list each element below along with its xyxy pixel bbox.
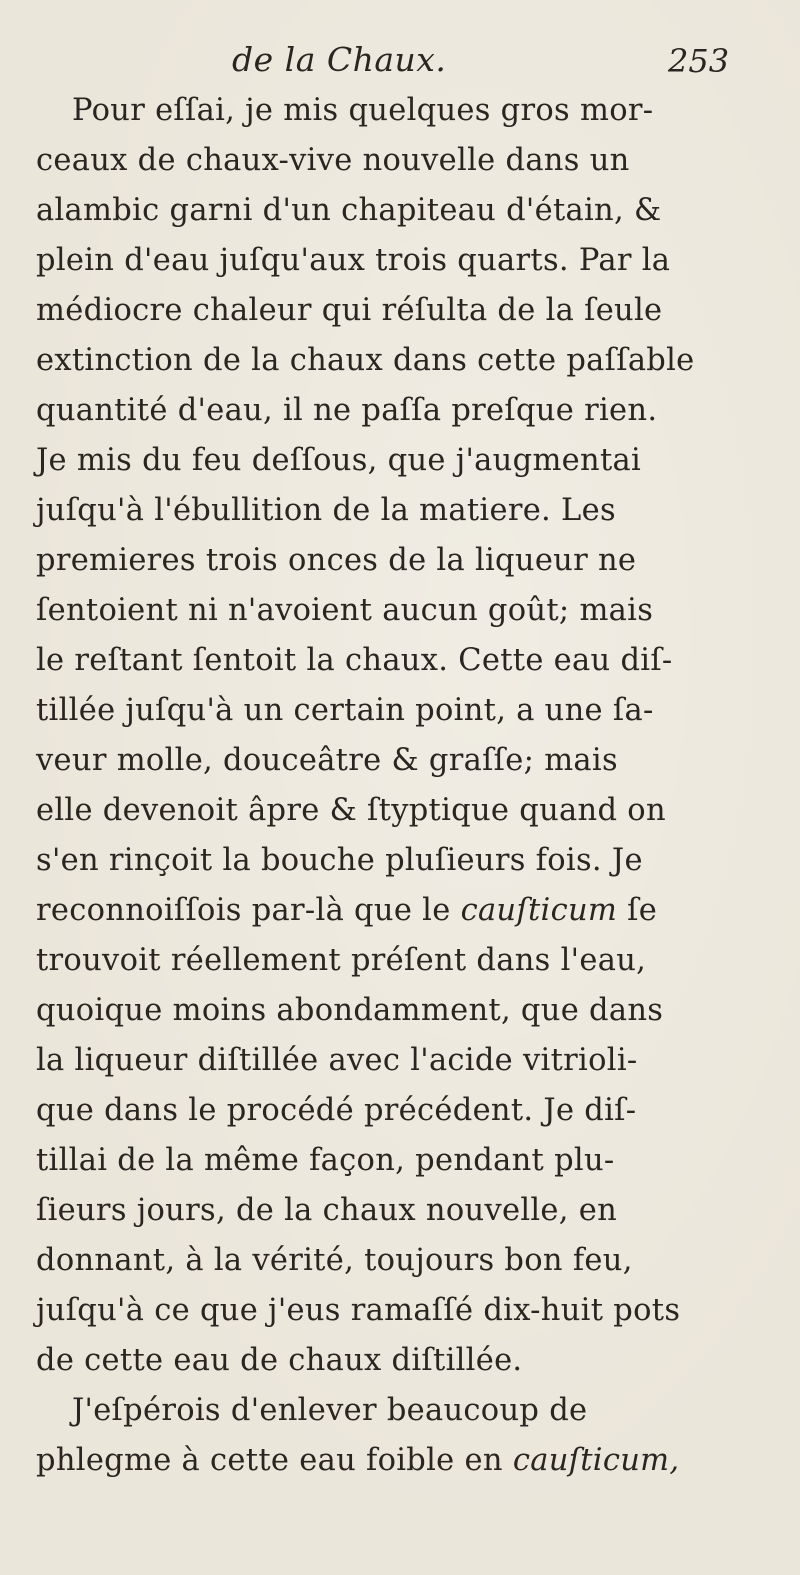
text-line: le reſtant ſentoit la chaux. Cette eau diſ- [36,643,673,678]
text-line: juſqu'à ce que j'eus ramaſſé dix-huit pots [36,1293,681,1328]
text-line: trouvoit réellement préſent dans l'eau, [36,943,647,978]
text-line: extinction de la chaux dans cette paſſable [36,343,695,378]
text-line: de cette eau de chaux diſtillée. [36,1343,523,1378]
text-line: juſqu'à l'ébullition de la matiere. Les [36,493,616,528]
text-line: médiocre chaleur qui réſulta de la ſeule [36,293,663,328]
text-line: ſentoient ni n'avoient aucun goût; mais [36,593,654,628]
page-number: 253 [668,42,730,80]
text-line: J'eſpérois d'enlever beaucoup de [72,1393,588,1428]
text-line: la liqueur diſtillée avec l'acide vitrioli- [36,1043,638,1078]
text-line: ceaux de chaux-vive nouvelle dans un [36,143,630,178]
text-line: tillai de la même façon, pendant plu- [36,1143,615,1178]
text-line: donnant, à la vérité, toujours bon feu, [36,1243,633,1278]
text-line: tillée juſqu'à un certain point, a une ſa- [36,693,654,728]
text-line [36,1436,776,1486]
text-line: alambic garni d'un chapiteau d'étain, & [36,193,662,228]
text-line: veur molle, douceâtre & graſſe; mais [36,743,618,778]
text-line: quantité d'eau, il ne paſſa preſque rien. [36,393,658,428]
text-line: plein d'eau juſqu'aux trois quarts. Par la [36,243,671,278]
text-line: Pour eſſai, je mis quelques gros mor- [72,93,654,128]
text-line [36,886,776,936]
text-line: elle devenoit âpre & ſtyptique quand on [36,793,666,828]
text-line: Je mis du feu deſſous, que j'augmentai [36,443,642,478]
page-header [0,40,800,90]
running-title: de la Chaux. [232,40,447,79]
text-line: que dans le procédé précédent. Je diſ- [36,1093,637,1128]
italic-term: cauſticum [460,893,618,928]
text-segment: phlegme à cette eau foible en [36,1443,513,1478]
text-segment: reconnoiſſois par-là que le [36,893,461,928]
text-line: premieres trois onces de la liqueur ne [36,543,637,578]
text-line: ſieurs jours, de la chaux nouvelle, en [36,1193,618,1228]
text-line: s'en rinçoit la bouche pluſieurs fois. Je [36,843,643,878]
text-line: quoique moins abondamment, que dans [36,993,664,1028]
text-segment: ſe [617,893,658,928]
italic-term: cauſticum, [512,1443,680,1478]
body-text [36,86,776,1486]
